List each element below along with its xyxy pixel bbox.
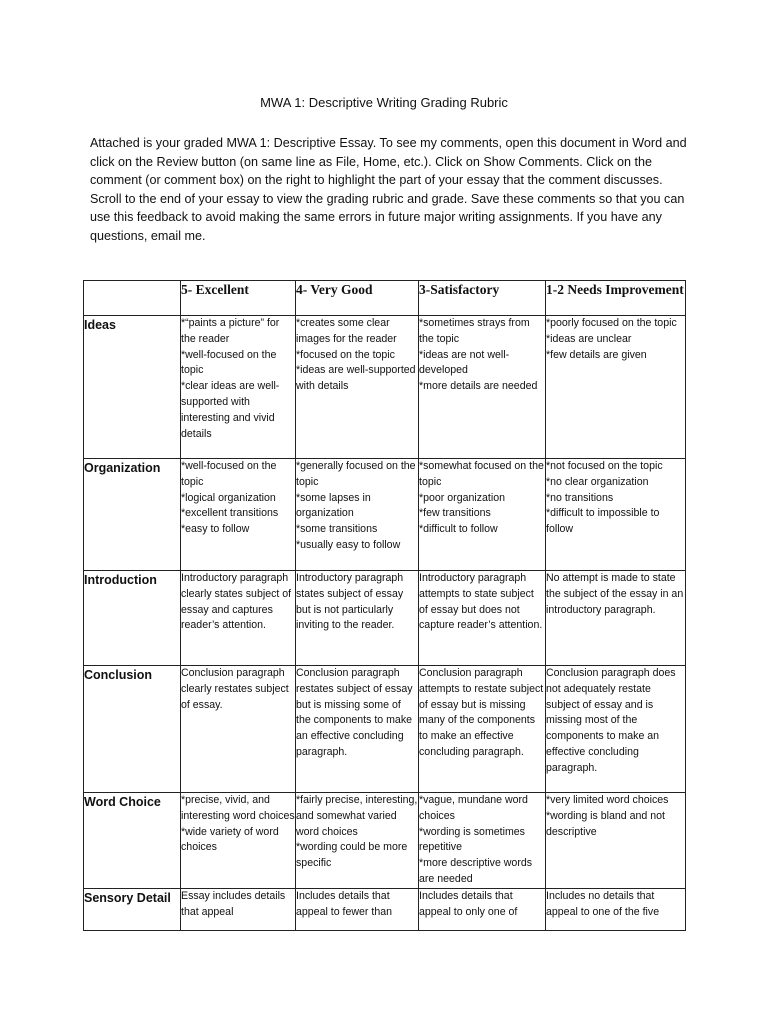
page-title: MWA 1: Descriptive Writing Grading Rubric bbox=[260, 95, 508, 110]
criterion-label: Introduction bbox=[84, 571, 181, 666]
header-very-good: 4- Very Good bbox=[296, 281, 419, 316]
rubric-cell: Conclusion paragraph attempts to restate subject of essay but is missing many of the components to make an effective concluding paragraph. bbox=[419, 666, 546, 793]
rubric-cell: *well-focused on the topic *logical organization *excellent transitions *easy to follow bbox=[181, 459, 296, 571]
rubric-cell: *“paints a picture” for the reader *well-focused on the topic *clear ideas are well-supported with interesting and vivid details bbox=[181, 316, 296, 459]
rubric-cell: *very limited word choices *wording is bland and not descriptive bbox=[546, 793, 686, 889]
criterion-label: Word Choice bbox=[84, 793, 181, 889]
header-needs-improvement: 1-2 Needs Improvement bbox=[546, 281, 686, 316]
header-satisfactory: 3-Satisfactory bbox=[419, 281, 546, 316]
rubric-cell: *not focused on the topic *no clear organization *no transitions *difficult to impossible to follow bbox=[546, 459, 686, 571]
rubric-cell: *fairly precise, interesting, and somewhat varied word choices *wording could be more specific bbox=[296, 793, 419, 889]
rubric-row-introduction bbox=[84, 571, 686, 666]
rubric-cell: *creates some clear images for the reader *focused on the topic *ideas are well-supported with details bbox=[296, 316, 419, 459]
rubric-row-sensory-detail bbox=[84, 888, 686, 930]
rubric-cell: Includes details that appeal to only one of bbox=[419, 888, 546, 930]
rubric-cell: Introductory paragraph attempts to state subject of essay but does not capture reader’s attention. bbox=[419, 571, 546, 666]
rubric-cell: Conclusion paragraph does not adequately restate subject of essay and is missing most of the components to make an effective concluding paragraph. bbox=[546, 666, 686, 793]
rubric-row-conclusion bbox=[84, 666, 686, 793]
criterion-label: Ideas bbox=[84, 316, 181, 459]
rubric-header-row bbox=[84, 281, 686, 316]
header-excellent: 5- Excellent bbox=[181, 281, 296, 316]
rubric-row-organization bbox=[84, 459, 686, 571]
rubric-cell: Includes no details that appeal to one of the five bbox=[546, 888, 686, 930]
rubric-cell: Conclusion paragraph clearly restates subject of essay. bbox=[181, 666, 296, 793]
rubric-cell: *generally focused on the topic *some lapses in organization *some transitions *usually easy to follow bbox=[296, 459, 419, 571]
rubric-cell: *vague, mundane word choices *wording is sometimes repetitive *more descriptive words are needed bbox=[419, 793, 546, 889]
rubric-cell: Includes details that appeal to fewer than bbox=[296, 888, 419, 930]
rubric-cell: *precise, vivid, and interesting word choices *wide variety of word choices bbox=[181, 793, 296, 889]
rubric-cell: Essay includes details that appeal bbox=[181, 888, 296, 930]
rubric-cell: *somewhat focused on the topic *poor organization *few transitions *difficult to follow bbox=[419, 459, 546, 571]
intro-paragraph: Attached is your graded MWA 1: Descriptive Essay. To see my comments, open this document in Word and click on the Review button (on same line as File, Home, etc.). Click on Show Comments. Click on the comment (or comment box) on the right to highlight the part of your essay that the comment discusses. Scroll to the end of your essay to view the grading rubric and grade. Save these comments so that you can use this feedback to avoid making the same errors in future major writing assignments. If you have any questions, email me. bbox=[90, 136, 687, 243]
criterion-label: Conclusion bbox=[84, 666, 181, 793]
rubric-row-word-choice bbox=[84, 793, 686, 889]
criterion-label: Organization bbox=[84, 459, 181, 571]
rubric-cell: Conclusion paragraph restates subject of essay but is missing some of the components to make an effective concluding paragraph. bbox=[296, 666, 419, 793]
criterion-label: Sensory Detail bbox=[84, 888, 181, 930]
rubric-cell: *poorly focused on the topic *ideas are unclear *few details are given bbox=[546, 316, 686, 459]
rubric-row-ideas bbox=[84, 316, 686, 459]
rubric-table bbox=[83, 280, 686, 931]
header-blank bbox=[84, 281, 181, 316]
rubric-cell: *sometimes strays from the topic *ideas are not well-developed *more details are needed bbox=[419, 316, 546, 459]
rubric-cell: No attempt is made to state the subject of the essay in an introductory paragraph. bbox=[546, 571, 686, 666]
rubric-cell: Introductory paragraph states subject of essay but is not particularly inviting to the reader. bbox=[296, 571, 419, 666]
rubric-cell: Introductory paragraph clearly states subject of essay and captures reader’s attention. bbox=[181, 571, 296, 666]
